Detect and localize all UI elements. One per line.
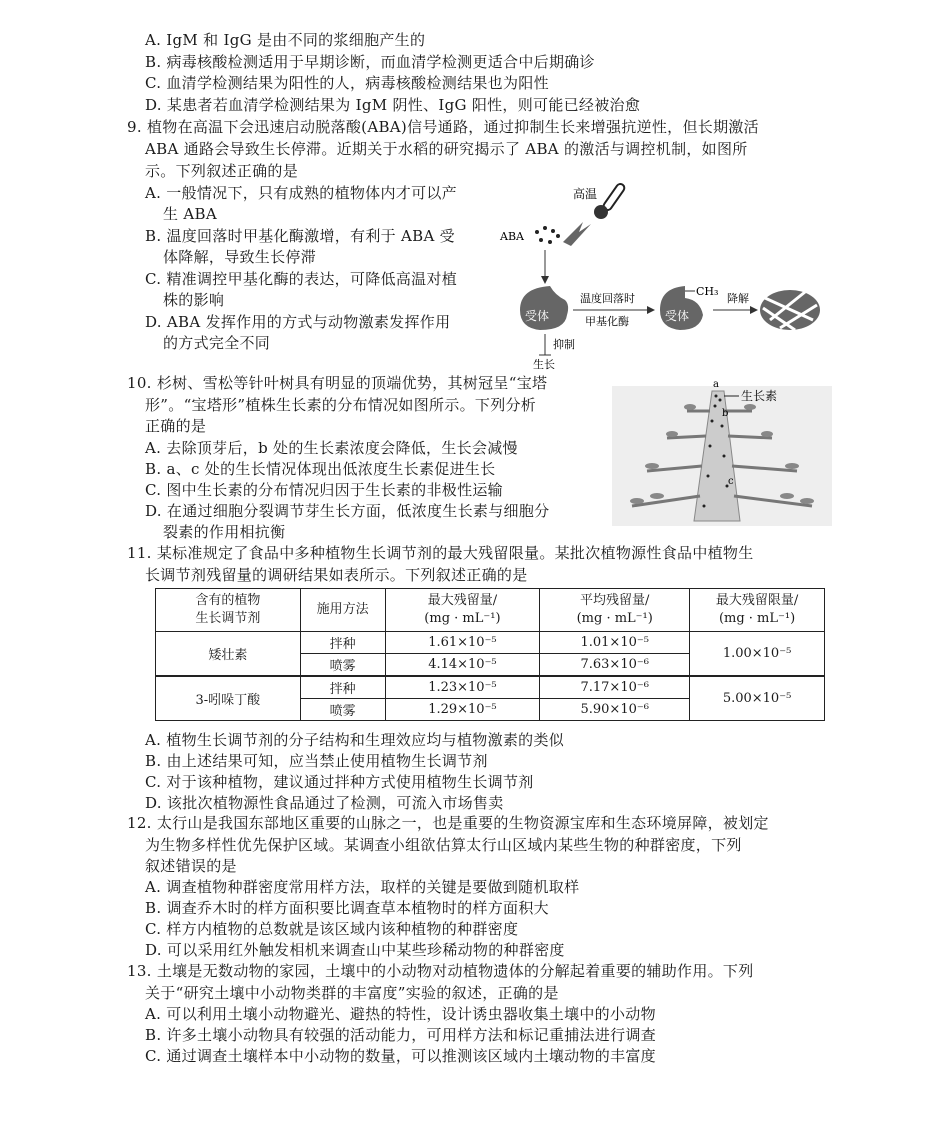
q9-option-d: D. ABA 发挥作用的方式与动物激素发挥作用 [145,313,451,331]
q13-option-b: B. 许多土壤小动物具有较强的活动能力，可用样方法和标记重捕法进行调查 [145,1026,657,1044]
label-c: c [728,476,734,487]
arrow-top-label: 温度回落时 [580,292,635,305]
q10-stem: 10. 杉树、雪松等针叶树具有明显的顶端优势，其树冠呈“宝塔 [127,374,548,392]
q9-option-c: 株的影响 [163,291,225,309]
q9-stem: 9. 植物在高温下会迅速启动脱落酸(ABA)信号通路，通过抑制生长来增强抗逆性，但长期激活 [127,118,759,136]
header-max-residue: 最大残留量/ (mg · mL⁻¹) [385,589,540,632]
q11-option-a: A. 植物生长调节剂的分子结构和生理效应均与植物激素的类似 [145,731,565,749]
max-residue-cell: 4.14×10⁻⁵ [385,654,540,677]
q10-option-a: A. 去除顶芽后，b 处的生长素浓度会降低，生长会减慢 [145,439,518,457]
thermometer-icon [594,182,626,219]
q10-option-d: D. 在通过细胞分裂调节芽生长方面，低浓度生长素与细胞分 [145,502,550,520]
q13-stem: 关于“研究土壤中小动物类群的丰富度”实验的叙述，正确的是 [145,984,559,1002]
max-residue-cell: 1.61×10⁻⁵ [385,632,540,654]
q11-option-c: C. 对于该种植物，建议通过拌种方式使用植物生长调节剂 [145,773,534,791]
table-row [156,632,825,654]
q9-stem: 示。下列叙述正确的是 [145,162,299,180]
q12-stem: 12. 太行山是我国东部地区重要的山脉之一，也是重要的生物资源宝库和生态环境屏障，被划定 [127,814,769,832]
avg-residue-cell: 5.90×10⁻⁶ [540,699,690,721]
inhibit-label: 抑制 [553,338,575,351]
aba-label: ABA [500,230,524,243]
header-method: 施用方法 [300,589,385,632]
residue-table [155,588,825,721]
q12-option-a: A. 调查植物种群密度常用样方法，取样的关键是要做到随机取样 [145,878,580,896]
q9-stem: ABA 通路会导致生长停滞。近期关于水稻的研究揭示了 ABA 的激活与调控机制，如图所 [145,140,748,158]
q12-option-b: B. 调查乔木时的样方面积要比调查草本植物时的样方面积大 [145,899,549,917]
q12-option-d: D. 可以采用红外触发相机来调查山中某些珍稀动物的种群密度 [145,941,565,959]
q11-stem: 长调节剂残留量的调研结果如表所示。下列叙述正确的是 [145,566,528,584]
growth-label: 生长 [533,358,555,370]
q12-stem: 为生物多样性优先保护区域。某调查小组欲估算太行山区域内某些生物的种群密度，下列 [145,836,742,854]
q13-stem: 13. 土壤是无数动物的家园，土壤中的小动物对动植物遗体的分解起着重要的辅助作用。下列 [127,962,754,980]
q11-option-d: D. 该批次植物源性食品通过了检测，可流入市场售卖 [145,794,504,812]
aba-pathway-diagram [495,180,835,370]
method-cell: 喷雾 [300,699,385,721]
q9-option-b: 体降解，导致生长停滞 [163,248,317,266]
q10-option-d: 裂素的作用相抗衡 [163,523,286,541]
label-b: b [722,408,729,419]
aba-molecules [535,226,560,244]
limit-cell: 5.00×10⁻⁵ [690,676,825,721]
limit-cell: 1.00×10⁻⁵ [690,632,825,677]
q9-option-c: C. 精准调控甲基化酶的表达，可降低高温对植 [145,270,458,288]
receptor-label: 受体 [525,309,550,323]
method-cell: 拌种 [300,676,385,699]
max-residue-cell: 1.29×10⁻⁵ [385,699,540,721]
q11-option-b: B. 由上述结果可知，应当禁止使用植物生长调节剂 [145,752,488,770]
pagoda-tree-figure [612,376,832,526]
label-a: a [713,379,719,390]
degraded-receptor-icon [760,290,820,330]
avg-residue-cell: 7.17×10⁻⁶ [540,676,690,699]
q9-option-a: 生 ABA [163,205,217,223]
q8-option-d: D. 某患者若血清学检测结果为 IgM 阴性、IgG 阳性，则可能已经被治愈 [145,96,641,114]
regulator-name: 3-吲哚丁酸 [156,676,301,721]
q8-option-c: C. 血清学检测结果为阳性的人，病毒核酸检测结果也为阳性 [145,74,549,92]
avg-residue-cell: 7.63×10⁻⁶ [540,654,690,677]
degrade-label: 降解 [727,292,749,305]
q13-option-c: C. 通过调查土壤样本中小动物的数量，可以推测该区域内土壤动物的丰富度 [145,1047,656,1065]
header-limit: 最大残留限量/ (mg · mL⁻¹) [690,589,825,632]
q9-option-d: 的方式完全不同 [163,334,271,352]
q9-option-a: A. 一般情况下，只有成熟的植物体内才可以产 [145,184,457,202]
q9-option-b: B. 温度回落时甲基化酶激增，有利于 ABA 受 [145,227,455,245]
max-residue-cell: 1.23×10⁻⁵ [385,676,540,699]
q10-stem: 形”。“宝塔形”植株生长素的分布情况如图所示。下列分析 [145,396,537,414]
avg-residue-cell: 1.01×10⁻⁵ [540,632,690,654]
table-header-row [156,589,825,632]
q10-stem: 正确的是 [145,417,207,435]
q10-option-c: C. 图中生长素的分布情况归因于生长素的非极性运输 [145,481,503,499]
q11-stem: 11. 某标准规定了食品中多种植物生长调节剂的最大残留限量。某批次植物源性食品中植物生 [127,544,754,562]
table-row [156,676,825,699]
header-avg-residue: 平均残留量/ (mg · mL⁻¹) [540,589,690,632]
arrow-bottom-label: 甲基化酶 [585,315,629,328]
q8-option-b: B. 病毒核酸检测适用于早期诊断，而血清学检测更适合中后期确诊 [145,53,595,71]
high-temp-label: 高温 [573,187,598,201]
header-regulator: 含有的植物 生长调节剂 [156,589,301,632]
q12-option-c: C. 样方内植物的总数就是该区域内该种植物的种群密度 [145,920,519,938]
q10-option-b: B. a、c 处的生长情况体现出低浓度生长素促进生长 [145,460,496,478]
receptor-shape [520,286,568,330]
regulator-name: 矮壮素 [156,632,301,677]
q8-option-a: A. IgM 和 IgG 是由不同的浆细胞产生的 [145,31,426,49]
method-cell: 喷雾 [300,654,385,677]
heat-arrow-icon [563,222,591,246]
q12-stem: 叙述错误的是 [145,857,237,875]
auxin-label: 生长素 [741,389,778,403]
q13-option-a: A. 可以利用土壤小动物避光、避热的特性，设计诱虫器收集土壤中的小动物 [145,1005,656,1023]
receptor-label: 受体 [665,309,690,323]
method-cell: 拌种 [300,632,385,654]
ch3-label: CH₃ [696,285,719,298]
